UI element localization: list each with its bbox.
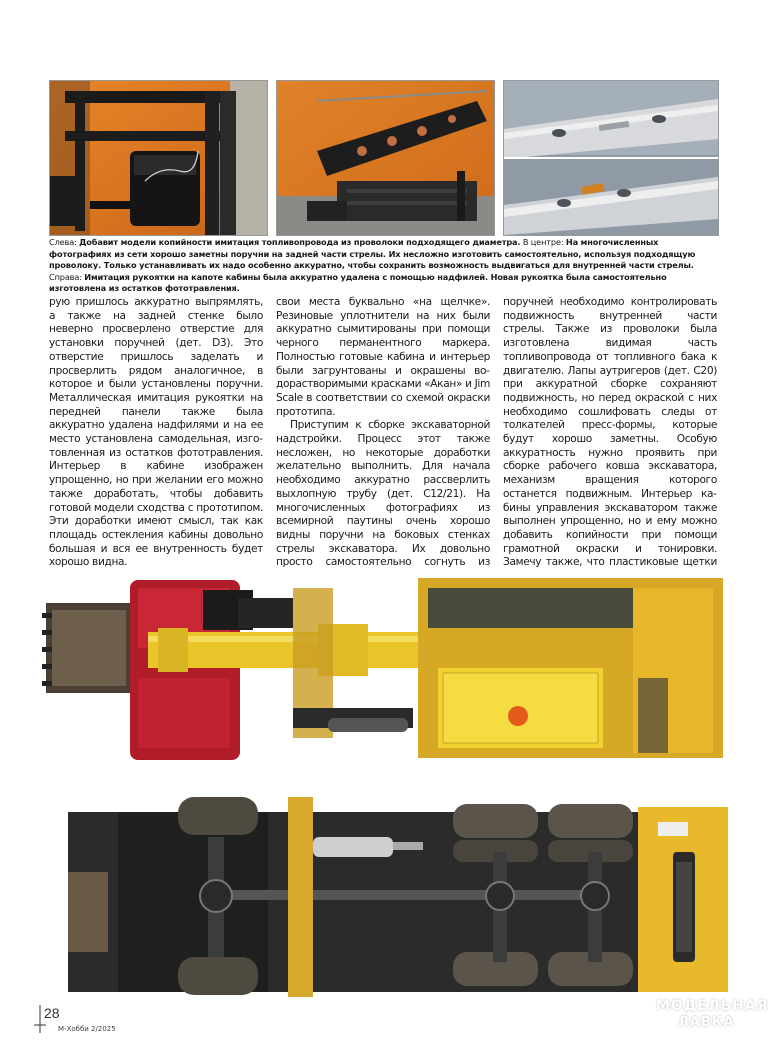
caption-left-label: Слева: bbox=[49, 237, 80, 247]
photo-fuel-line bbox=[49, 80, 268, 236]
paragraph: рую пришлось аккуратно выпрямлять, а также на задней стенке было неверно просверлено отверстие для установки поручней (дет. D3). Это отверстие пришлось заделать и просверлить рядом аналогичное, в которое и были установлены поручни. Металлическая имитация рукоятки на передней панели также была аккуратно удалена надфилями и на ее место установлена самодельная, изготовленная из остатков фототравления. Интерьер в кабине изображен упрощенно, но при желании его можно также доработать, чтобы добавить готовой модели сходства с прототипом. Эти доработки имеют смысл, так как площадь остекления кабины довольно большая и вся ее внутренность будет хорошо видна. bbox=[49, 296, 263, 569]
model-bottom-view-image bbox=[58, 792, 738, 1002]
caption-left-text: Добавит модели копийности имитация топливопровода из проволоки подходящего диаметра. bbox=[79, 237, 521, 247]
watermark-line-1: МОДЕЛЬНАЯ bbox=[656, 998, 769, 1014]
watermark-line-2: ЛАВКА bbox=[678, 1015, 735, 1030]
paragraph: Приступим к сборке экскаваторной надстройки. Процесс этот также несложен, но некоторые доработки желательно выполнить. Для начала необходимо аккуратно рассверлить выхлопную трубу (дет. C12/21). На многочисленных фотографиях из всемирной паутины очень хорошо видны поручни на боковых стенках стрелы экскаватора. Их довольно просто самостоятельно согнуть из bbox=[276, 419, 490, 569]
caption-center-text: На многочисленных фотографиях из сети хорошо заметны поручни на задней части стрелы. Их несложно изготовить самостоятельно, используя подходящую проволоку. Только устанавливать их надо особенно аккуратно, чтобы сохранить возможность выдвигаться для внутренней части стрелы. bbox=[49, 237, 696, 270]
model-top-view-image bbox=[38, 568, 738, 773]
body-column-1 bbox=[49, 296, 263, 611]
caption-center-label: В центре: bbox=[520, 237, 566, 247]
issue-label: М-Хобби 2/2025 bbox=[58, 1025, 116, 1033]
photo-model-top-view bbox=[38, 568, 738, 773]
photo-boom-handrails bbox=[276, 80, 495, 236]
caption-right-label: Справа: bbox=[49, 271, 85, 282]
watermark bbox=[622, 996, 772, 1036]
photo-cab-handle-image bbox=[504, 81, 718, 235]
photo-cab-handle bbox=[503, 80, 719, 236]
photo-boom-handrails-image bbox=[277, 81, 494, 235]
body-column-2 bbox=[276, 296, 490, 611]
photo-model-bottom-view bbox=[58, 792, 738, 1002]
photo-fuel-line-image bbox=[50, 81, 267, 235]
paragraph: свои места буквально «на щелчке». Резиновые уплотнители на них были аккуратно сымитированы при помощи черного перманентного маркера. Полностью готовые кабина и интерьер были загрунтованы и окрашены водорастворимыми красками «Акан» и Jim Scale в соответствии со схемой окраски прототипа. bbox=[276, 296, 490, 418]
photo-caption bbox=[49, 237, 719, 295]
watermark-logo-icon bbox=[622, 1000, 654, 1032]
page-footer bbox=[34, 1005, 234, 1045]
paragraph: поручней необходимо контролировать подвижность внутренней части стрелы. Также из проволоки была изготовлена видимая часть топливопровода от топливного бака к двигателю. Лапы аутригеров (дет. C20) при аккуратной сборке сохраняют подвижность, но перед окраской с них необходимо сошлифовать следы от толкателей пресс-формы, которые будут хорошо заметны. Особую аккуратность нужно проявить при сборке рабочего ковша экскаватора, механизм вращения которого останется подвижным. Интерьер кабины управления экскаватором также выполнен упрощенно, но и ему можно добавить копийности при помощи грамотной окраски и тонировки. Замечу также, что пластиковые щетки bbox=[503, 296, 717, 569]
caption-right-text: Имитация рукоятки на капоте кабины была аккуратно удалена с помощью надфилей. Новая рукоятка была самостоятельно изготовлена из остатков фототравления. bbox=[49, 271, 667, 293]
page-number: 28 bbox=[44, 1005, 60, 1021]
